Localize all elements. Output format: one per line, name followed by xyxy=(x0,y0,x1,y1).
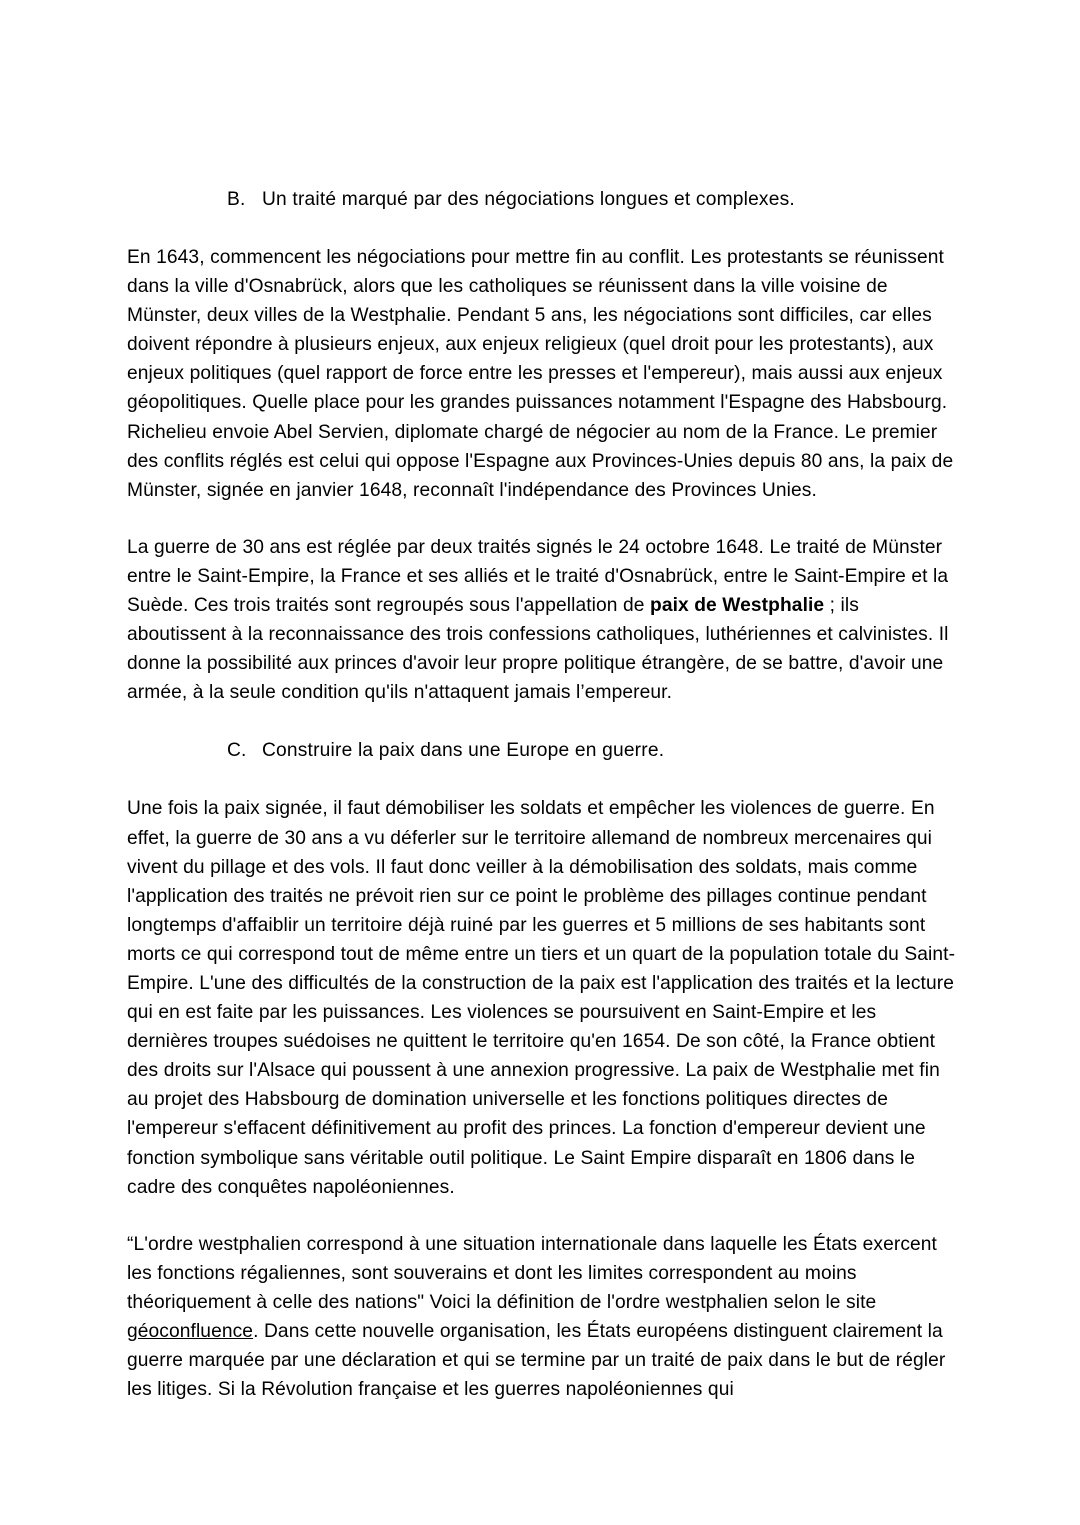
heading-section-c xyxy=(227,736,957,765)
heading-text-c: Construire la paix dans une Europe en guerre. xyxy=(262,740,665,762)
paragraph-run: . Dans cette nouvelle organisation, les États européens distinguent clairement la guerre marquée par une déclaration et qui se termine par un traité de paix dans le but de régler les litiges. Si la Révolution française et les guerres napoléoniennes qui xyxy=(127,1321,946,1401)
heading-text-b: Un traité marqué par des négociations longues et complexes. xyxy=(262,189,795,210)
spacer xyxy=(127,214,957,243)
paragraph-westphalian-order xyxy=(127,1230,957,1405)
paragraph-building-peace xyxy=(127,794,957,1201)
heading-section-b xyxy=(227,185,957,214)
paragraph-treaties xyxy=(127,533,957,708)
paragraph-run: ; ils aboutissent à la reconnaissance des trois confessions catholiques, luthériennes et calvinistes. Il donne la possibilité aux princes d'avoir leur propre politique étrangère, de se battre, d'avoir une armée, à la seule condition qu'ils n'attaquent jamais l’empereur. xyxy=(127,595,949,704)
spacer xyxy=(127,707,957,736)
spacer xyxy=(127,505,957,533)
spacer xyxy=(127,1202,957,1230)
document-body xyxy=(127,185,957,1404)
bold-term-paix-de-westphalie: paix de Westphalie xyxy=(650,595,825,617)
paragraph-run: La guerre de 30 ans est réglée par deux traités signés le 24 octobre 1648. Le traité de Münster entre le Saint-Empire, la France et ses alliés et le traité d'Osnabrück, entre le Saint-Empire et la Suède. Ces trois traités sont regroupés sous l'appellation de xyxy=(127,536,949,617)
paragraph-run: En 1643, commencent les négociations pour mettre fin au conflit. Les protestants se réunissent dans la ville d'Osnabrück, alors que les catholiques se réunissent dans la ville voisine de Münster, deux villes de la Westphalie. Pendant 5 ans, les négociations sont difficiles, car elles doivent répondre à plusieurs enjeux, aux enjeux religieux (quel droit pour les protestants), aux enjeux politiques (quel rapport de force entre les presses et l'empereur), mais aussi aux enjeux géopolitiques. Quelle place pour les grandes puissances notamment l'Espagne des Habsbourg. Richelieu envoie Abel Servien, diplomate chargé de négocier au nom de la France. Le premier des conflits réglés est celui qui oppose l'Espagne aux Provinces-Unies depuis 80 ans, la paix de Münster, signée en janvier 1648, reconnaît l'indépendance des Provinces Unies. xyxy=(127,247,954,501)
heading-marker-b: B. xyxy=(227,189,246,210)
paragraph-run: Une fois la paix signée, il faut démobiliser les soldats et empêcher les violences de guerre. En effet, la guerre de 30 ans a vu déferler sur le territoire allemand de nombreux mercenaires qui vivent du pillage et des vols. Il faut donc veiller à la démobilisation des soldats, mais comme l'application des traités ne prévoit rien sur ce point le problème des pillages continue pendant longtemps d'affaiblir un territoire déjà ruiné par les guerres et 5 millions de ses habitants sont morts ce qui correspond tout de même entre un tiers et un quart de la population totale du Saint-Empire. L'une des difficultés de la construction de la paix est l'application des traités et la lecture qui en est faite par les puissances. Les violences se poursuivent en Saint-Empire et les dernières troupes suédoises ne quittent le territoire qu'en 1654. De son côté, la France obtient des droits sur l'Alsace qui poussent à une annexion progressive. La paix de Westphalie met fin au projet des Habsbourg de domination universelle et les fonctions politiques directes de l'empereur s'effacent définitivement au profit des princes. La fonction d'empereur devient une fonction symbolique sans véritable outil politique. Le Saint Empire disparaît en 1806 dans le cadre des conquêtes napoléoniennes. xyxy=(127,798,956,1198)
underlined-source-geoconfluence[interactable]: géoconfluence xyxy=(127,1321,254,1342)
paragraph-negotiations xyxy=(127,243,957,505)
paragraph-run: “L'ordre westphalien correspond à une situation internationale dans laquelle les États exercent les fonctions régaliennes, sont souverains et dont les limites correspondent au moins théoriquement à celle des nations" Voici la définition de l'ordre westphalien selon le site xyxy=(127,1233,937,1313)
heading-marker-c: C. xyxy=(227,740,247,762)
spacer xyxy=(127,765,957,794)
